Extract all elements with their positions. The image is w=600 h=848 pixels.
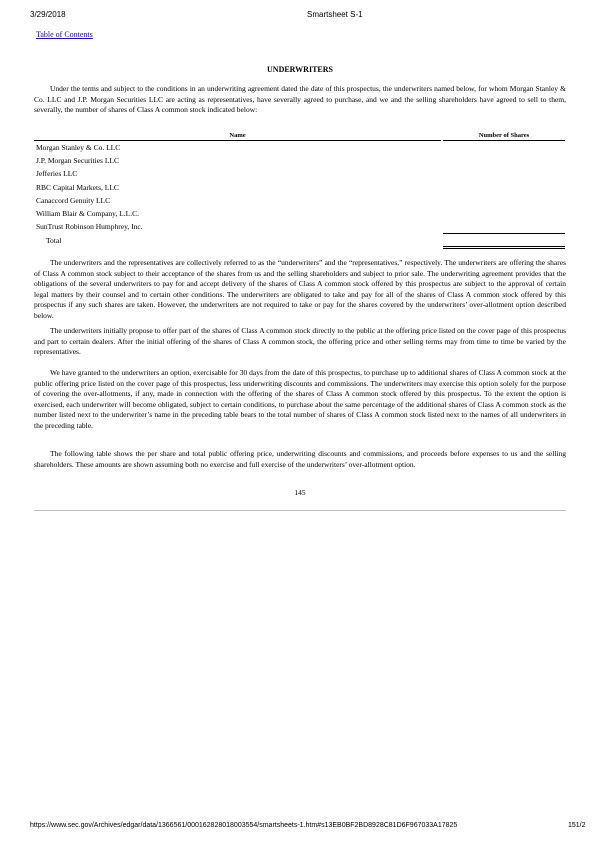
total-double-rule-upper — [443, 246, 565, 247]
offering-price-paragraph: The underwriters initially propose to offer part of the shares of Class A common stock directly to the public at the offering price listed on the cover page of this prospectus and part to certain dealers. After the initial offering of the shares of Class A common stock, the offering price and other selling terms may from time to time be varied by the representatives. — [34, 326, 566, 357]
table-header-shares: Number of Shares — [443, 132, 565, 141]
footer-url: https://www.sec.gov/Archives/edgar/data/1366561/000162828018003554/smartsheets-1.htm#s13EB0BF2BD8928C81D6F967033A17825 — [30, 822, 458, 829]
table-of-contents-link[interactable]: Table of Contents — [36, 30, 93, 39]
discounts-paragraph: The following table shows the per share and total public offering price, underwriting discounts and commissions, and proceeds before expenses to us and the selling shareholders. These amounts are shown assuming both no exercise and full exercise of the underwriters’ over-allotment option. — [34, 449, 566, 469]
page-divider — [34, 510, 566, 511]
table-header-name: Name — [34, 132, 441, 141]
representatives-paragraph: The underwriters and the representatives are collectively referred to as the “underwriters” and the “representatives,” respectively. The underwriters are offering the shares of Class A common stock subject to their acceptance of the shares from us and the selling shareholders and subject to prior sale. The underwriting agreement provides that the obligations of the several underwriters to pay for and accept delivery of the shares of Class A common stock offered by this prospectus are subject to the approval of certain legal matters by their counsel and to certain other conditions. The underwriters are obligated to take and pay for all of the shares of Class A common stock offered by this prospectus if any such shares are taken. However, the underwriters are not required to take or pay for the shares covered by the underwriters’ over-allotment option described below. — [34, 258, 566, 320]
total-top-rule — [443, 233, 565, 234]
total-double-rule-lower — [443, 248, 565, 249]
footer-page-count: 151/2 — [568, 822, 586, 829]
table-row: J.P. Morgan Securities LLC — [36, 156, 119, 166]
table-row: SunTrust Robinson Humphrey, Inc. — [36, 222, 143, 232]
table-row: Jefferies LLC — [36, 169, 78, 179]
page-number: 145 — [294, 488, 306, 497]
section-title: UNDERWRITERS — [267, 65, 333, 74]
over-allotment-paragraph: We have granted to the underwriters an option, exercisable for 30 days from the date of this prospectus, to purchase up to additional shares of Class A common stock at the public offering price listed on the cover page of this prospectus, less underwriting discounts and commissions. The underwriters may exercise this option solely for the purpose of covering the over-allotments, if any, made in connection with the offering of the shares of Class A common stock offered by this prospectus. To the extent the option is exercised, each underwriter will become obligated, subject to certain conditions, to purchase about the same percentage of the additional shares of Class A common stock as the number listed next to the underwriter’s name in the preceding table bears to the total number of shares of Class A common stock listed next to the names of all underwriters in the preceding table. — [34, 368, 566, 430]
table-row: Canaccord Genuity LLC — [36, 195, 111, 205]
intro-paragraph: Under the terms and subject to the conditions in an underwriting agreement dated the date of this prospectus, the underwriters named below, for whom Morgan Stanley & Co. LLC and J.P. Morgan Securities LLC are acting as representatives, have severally agreed to purchase, and we and the selling shareholders have agreed to sell to them, severally, the number of shares of Class A common stock indicated below: — [34, 84, 566, 115]
table-row: William Blair & Company, L.L.C. — [36, 208, 139, 218]
document-title: Smartsheet S-1 — [307, 10, 363, 19]
table-row: Morgan Stanley & Co. LLC — [36, 143, 121, 152]
total-row-label: Total — [46, 236, 62, 245]
table-row: RBC Capital Markets, LLC — [36, 182, 119, 192]
underwriter-list — [34, 141, 566, 233]
print-date: 3/29/2018 — [30, 10, 66, 19]
